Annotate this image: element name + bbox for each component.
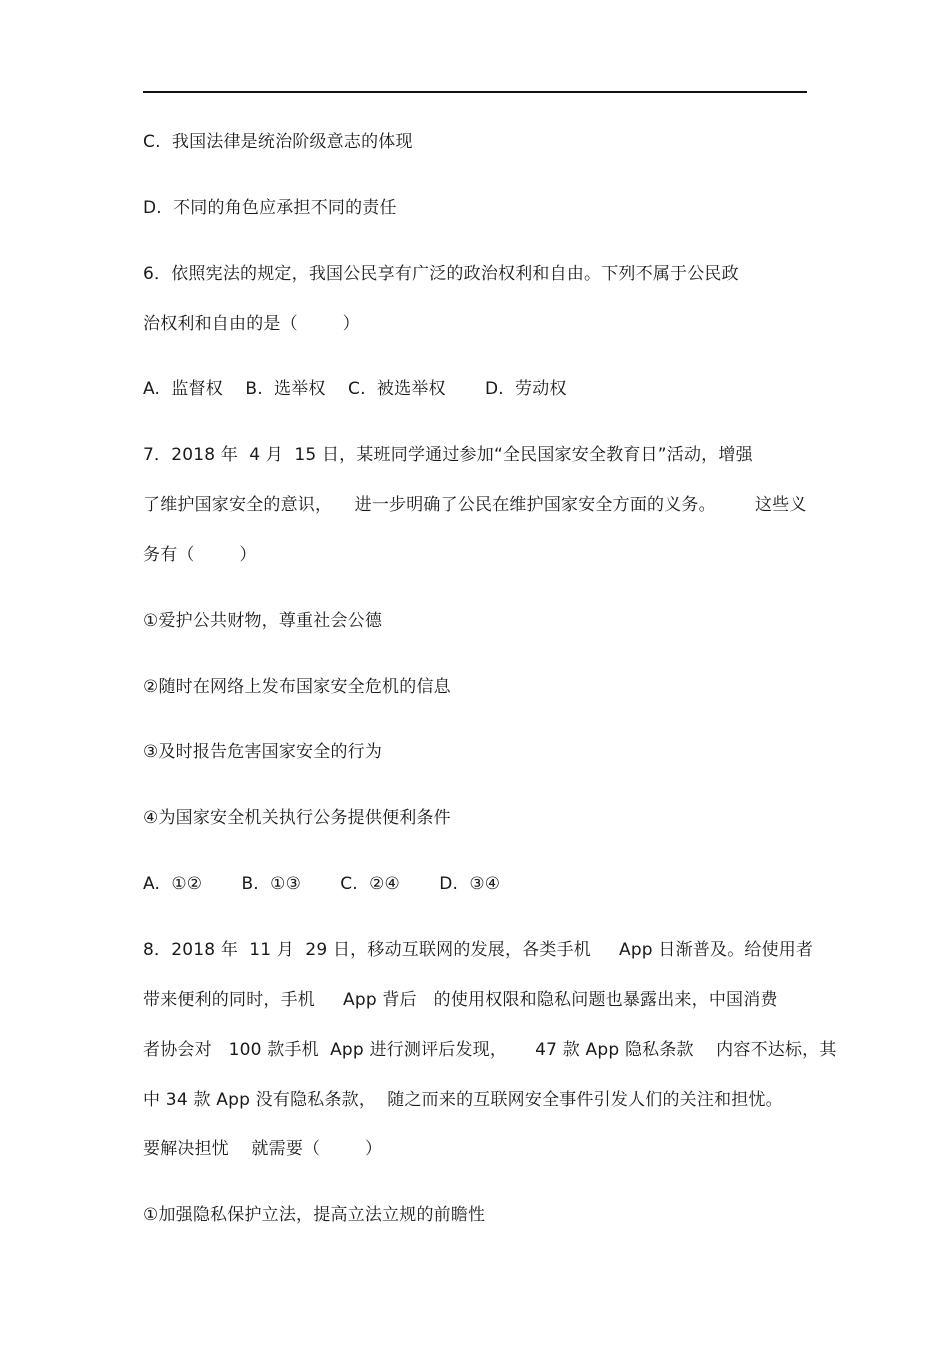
option-d-q5: D. 不同的角色应承担不同的责任 bbox=[143, 198, 397, 218]
option-c-q5: C. 我国法律是统治阶级意志的体现 bbox=[143, 132, 413, 152]
question-7-options: A. ①② B. ①③ C. ②④ D. ③④ bbox=[143, 874, 501, 894]
question-7-item-1: ①爱护公共财物，尊重社会公德 bbox=[143, 611, 383, 631]
top-divider bbox=[143, 91, 807, 93]
question-8-line-3: 者协会对 100 款手机 App 进行测评后发现， 47 款 App 隐私条款 内容不达标，其 bbox=[143, 1040, 837, 1060]
question-8-line-2: 带来便利的同时，手机 App 背后 的使用权限和隐私问题也暴露出来，中国消费 bbox=[143, 990, 778, 1010]
question-8-line-5: 要解决担忧 就需要（ ） bbox=[143, 1139, 383, 1159]
question-8-line-1: 8．2018 年 11 月 29 日，移动互联网的发展，各类手机 App 日渐普及。给使用者 bbox=[143, 940, 814, 960]
question-6-line-1: 6．依照宪法的规定，我国公民享有广泛的政治权利和自由。下列不属于公民政 bbox=[143, 264, 739, 284]
question-8-line-4: 中 34 款 App 没有隐私条款， 随之而来的互联网安全事件引发人们的关注和担忧。 bbox=[143, 1090, 783, 1110]
question-7-item-3: ③及时报告危害国家安全的行为 bbox=[143, 742, 383, 762]
question-7-line-3: 务有（ ） bbox=[143, 545, 257, 565]
question-7-line-2: 了维护国家安全的意识， 进一步明确了公民在维护国家安全方面的义务。 这些义 bbox=[143, 495, 807, 515]
question-6-options: A. 监督权 B. 选举权 C. 被选举权 D. 劳动权 bbox=[143, 379, 567, 399]
question-6-line-2: 治权利和自由的是（ ） bbox=[143, 314, 360, 334]
question-7-line-1: 7．2018 年 4 月 15 日，某班同学通过参加“全民国家安全教育日”活动，增强 bbox=[143, 445, 753, 465]
question-8-item-1: ①加强隐私保护立法，提高立法立规的前瞻性 bbox=[143, 1205, 486, 1225]
question-7-item-4: ④为国家安全机关执行公务提供便利条件 bbox=[143, 808, 451, 828]
question-7-item-2: ②随时在网络上发布国家安全危机的信息 bbox=[143, 677, 451, 697]
